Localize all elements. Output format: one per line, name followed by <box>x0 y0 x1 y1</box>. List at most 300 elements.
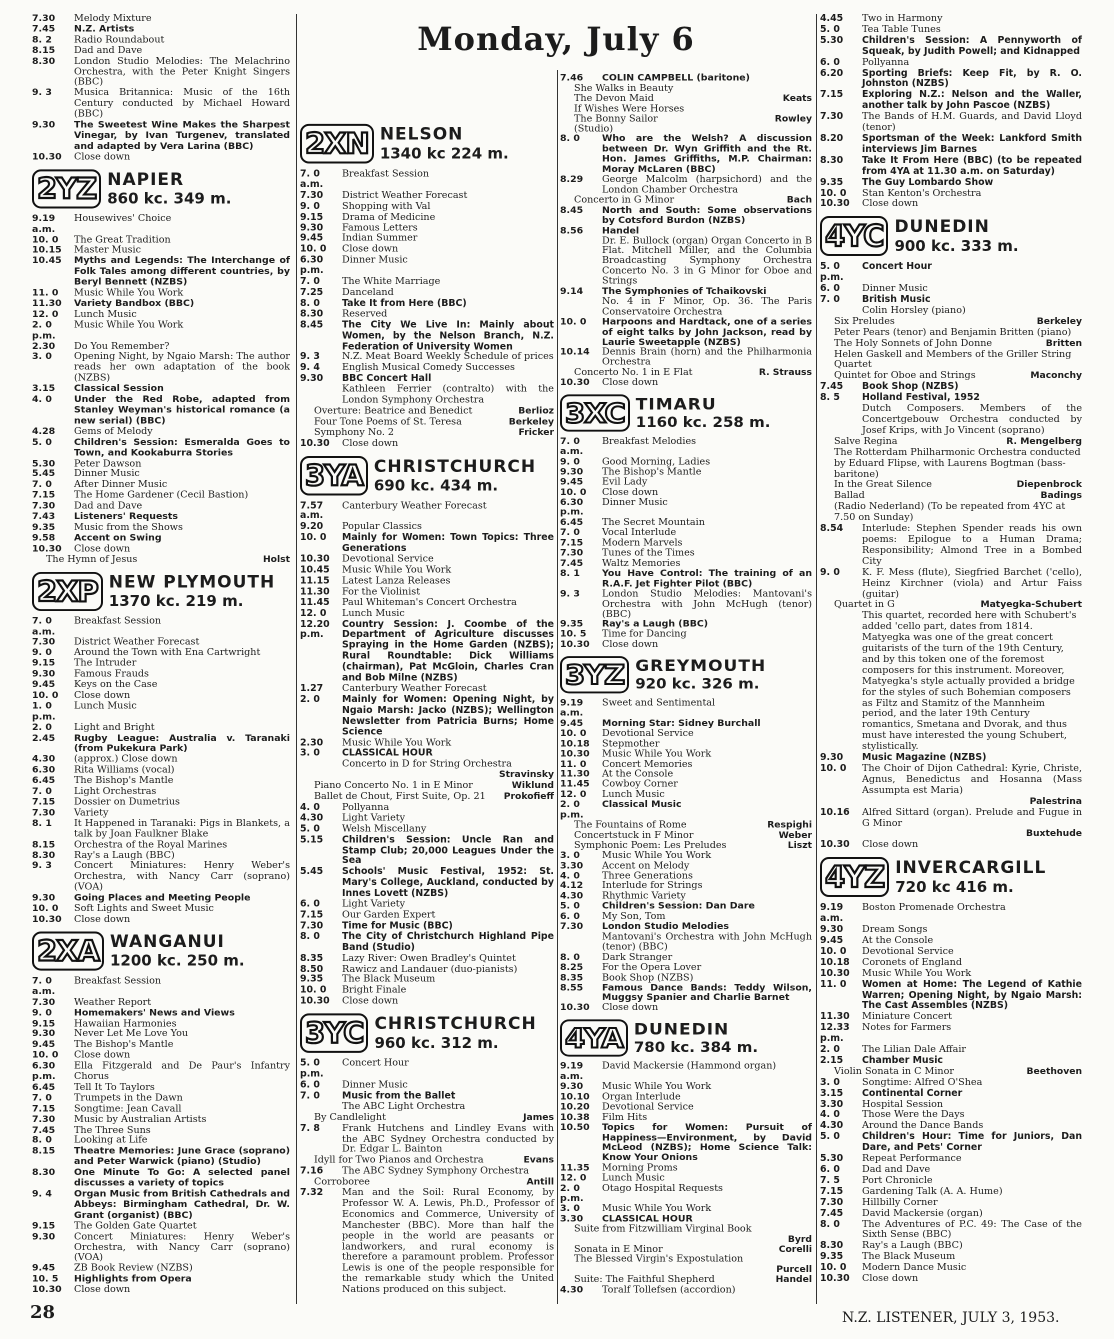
station-meta <box>110 932 245 969</box>
entry-time: 10. 0 <box>300 532 327 544</box>
programme-entry <box>820 840 1082 851</box>
programme-entry <box>300 803 554 814</box>
programme-note: This quartet, recorded here with Schubert's added 'cello part, dates from 1814. Matyegka was one of the great concert guitarists of the turn of the 19th Century, and by this token one of the foremost composers for this instrument. Moreover, Matyegka's style actually provided a bridge for the styles of such Bohemian composers as Filtz and Stamitz of the Mannheim period, and the later 19th Century romantics, Smetana and Dvorak, and thus must have interested the young Schubert, stylistically. <box>862 610 1077 753</box>
entry-title: The ABC Sydney Symphony Orchestra <box>342 1165 529 1177</box>
entry-time: 6. 0 <box>300 898 320 910</box>
work-line <box>560 369 812 379</box>
entry-title: Modern Marvels <box>602 537 683 549</box>
entry-title: Evil Lady <box>602 477 648 488</box>
entry-title: Tea Table Tunes <box>862 23 941 35</box>
entry-time: 8.30 <box>820 154 844 166</box>
column-2 <box>300 118 554 1296</box>
entry-title: Rhythmic Variety <box>602 891 686 902</box>
work-title: The Bonny Sailor <box>574 113 658 124</box>
entry-title: Mainly for Women: Town Topics: Three Generations <box>342 532 554 555</box>
composer-name: R. Mengelberg <box>1006 435 1082 447</box>
entry-time: 10. 5 <box>32 1273 59 1285</box>
programme-entry <box>820 134 1082 156</box>
entry-title: N.Z. Meat Board Weekly Schedule of prices <box>342 351 554 363</box>
entry-time: 8.35 <box>560 972 584 983</box>
entry-time: 9.45 <box>560 718 584 729</box>
entry-time: 8. 0 <box>820 1218 840 1230</box>
entry-title: Miniature Concert <box>862 1011 952 1023</box>
programme-entry <box>560 569 812 589</box>
entry-time: 9.30 <box>300 222 324 234</box>
station-city: NAPIER <box>107 170 185 190</box>
entry-title: Theatre Memories: June Grace (soprano) and Peter Warwick (piano) (Studio) <box>74 1145 290 1168</box>
entry-time: 7.16 <box>300 1165 324 1177</box>
entry-time: 10. 0 <box>32 1049 59 1061</box>
work-title: Violin Sonata in C Minor <box>834 1065 954 1077</box>
entry-time: 7.45 <box>32 23 56 35</box>
work-title: Peter Pears (tenor) and Benjamin Britten (piano) <box>834 326 1072 338</box>
programme-entry <box>560 933 812 953</box>
entry-title: For the Opera Lover <box>602 962 702 973</box>
entry-title: Stan Kenton's Orchestra <box>862 187 982 199</box>
entry-time: 5.30 <box>32 458 56 469</box>
entry-time: 3.15 <box>820 1087 844 1099</box>
entry-title: Cowboy Corner <box>602 779 678 790</box>
entry-title: Famous Letters <box>342 222 418 234</box>
entry-title: David Mackersie (organ) <box>862 1207 983 1219</box>
programme-entry <box>300 533 554 555</box>
programme-entry <box>560 488 812 498</box>
entry-title: Tunes of the Times <box>602 548 695 559</box>
programme-entry <box>300 245 554 256</box>
programme-entry <box>560 1103 812 1113</box>
entry-title: Concert Hour <box>342 1057 409 1069</box>
entry-time: 2. 0 <box>820 1044 840 1056</box>
entry-title: Women at Home: The Legend of Kathie Warren; Opening Night, by Ngaio Marsh: The Cast Assembles (NZBS) <box>862 978 1082 1012</box>
entry-time: 9. 0 <box>560 456 580 467</box>
entry-title: Canterbury Weather Forecast <box>342 500 487 511</box>
entry-time: 4.30 <box>32 754 56 765</box>
programme-entry <box>300 620 554 685</box>
entry-time: 5. 0 <box>32 436 52 448</box>
entry-title: Peter Dawson <box>74 458 142 469</box>
entry-title: Popular Classics <box>342 521 422 533</box>
entry-title: Classical Session <box>74 383 164 395</box>
entry-time: 6.30 p.m. <box>560 497 584 518</box>
entry-time: 3. 0 <box>820 1076 840 1088</box>
programme-entry <box>820 1023 1082 1045</box>
work-title: Ballet de Chout, First Suite, Op. 21 <box>314 791 486 802</box>
station-logo: 2XP <box>32 572 103 611</box>
entry-time: 10.18 <box>560 738 590 750</box>
entry-title: Dinner Music <box>342 1079 408 1091</box>
entry-time: 9.58 <box>32 532 56 544</box>
work-title: Idyll for Two Pianos and Orchestra <box>314 1154 484 1166</box>
entry-time: 11.30 <box>32 298 62 310</box>
entry-time: 9.35 <box>820 1251 844 1263</box>
programme-entry <box>560 801 812 821</box>
programme-entry <box>560 780 812 790</box>
programme-entry <box>300 609 554 620</box>
station-frequency: 1370 kc. 219 m. <box>108 592 244 610</box>
programme-entry <box>32 1168 290 1189</box>
entry-time: 9. 0 <box>32 1007 52 1019</box>
entry-time: 4.30 <box>300 812 324 824</box>
entry-title: District Weather Forecast <box>74 636 200 648</box>
programme-entry <box>820 1165 1082 1176</box>
programme-entry <box>300 576 554 587</box>
programme-entry <box>32 998 290 1009</box>
entry-title: Gems of Melody <box>74 426 153 437</box>
programme-entry <box>820 969 1082 980</box>
entry-title: Vocal Interlude <box>602 527 677 539</box>
entry-time: 8.30 <box>32 55 56 67</box>
entry-title: Time for Music (BBC) <box>342 920 453 932</box>
programme-entry <box>300 234 554 245</box>
entry-title: Take It From Here (BBC) (to be repeated from 4YA at 11.30 a.m. on Saturday) <box>862 154 1082 177</box>
programme-entry <box>820 1198 1082 1209</box>
entry-title: Breakfast Session <box>74 975 162 987</box>
programme-entry <box>300 213 554 224</box>
entry-time: 9.30 <box>560 1081 584 1093</box>
programme-entry <box>32 1115 290 1126</box>
work-title: Helen Gaskell and Members of the Griller String Quartet <box>834 348 1072 371</box>
composer-name: Respighi <box>767 820 812 831</box>
composer-name: Antill <box>526 1176 554 1188</box>
composer-name: Maconchy <box>1030 370 1082 382</box>
entry-title: Music from the Ballet <box>342 1090 456 1102</box>
entry-title: Close down <box>602 487 659 498</box>
entry-title: Dinner Music <box>74 468 140 480</box>
entry-time: 4.12 <box>560 881 584 892</box>
entry-title: It Happened in Taranaki: Pigs in Blankets, a talk by Joan Faulkner Blake <box>74 817 290 840</box>
station-city: CHRISTCHURCH <box>374 1014 537 1035</box>
entry-time: 4.28 <box>32 426 56 437</box>
programme-entry <box>32 35 290 46</box>
work-line <box>32 555 290 566</box>
entry-title: Time for Dancing <box>602 629 687 640</box>
entry-time: 10.30 <box>560 639 590 650</box>
entry-title: CLASSICAL HOUR <box>342 747 433 759</box>
programme-entry <box>820 1187 1082 1198</box>
entry-title: Dad and Dave <box>862 1164 931 1175</box>
entry-time: 7.30 <box>32 996 56 1008</box>
entry-title: N.Z. Artists <box>74 23 135 35</box>
entry-title: Close down <box>862 839 919 851</box>
entry-title: Sportsman of the Week: Lankford Smith interviews Jim Barnes <box>862 132 1082 155</box>
work-title: Symphony No. 2 <box>314 427 395 438</box>
programme-entry <box>820 980 1082 1013</box>
programme-entry <box>32 1062 290 1083</box>
entry-time: 7.30 <box>820 1196 844 1208</box>
work-title: The Devon Maid <box>574 93 654 104</box>
entry-time: 11.45 <box>300 597 330 608</box>
entry-time: 8.15 <box>32 1145 56 1157</box>
station-frequency: 1200 kc. 250 m. <box>109 951 245 970</box>
work-line <box>560 1235 812 1245</box>
programme-entry <box>820 199 1082 210</box>
entry-time: 9. 3 <box>560 588 580 600</box>
station-meta <box>380 125 509 163</box>
work-title: Sonata in E Minor <box>574 1244 663 1255</box>
entry-time: 12.33 p.m. <box>820 1022 850 1045</box>
entry-time: 10. 0 <box>300 985 327 996</box>
entry-title: Close down <box>342 243 399 255</box>
entry-time: 9.19 a.m. <box>560 698 584 719</box>
entry-time: 6.30 p.m. <box>300 254 324 277</box>
entry-time: 7.15 <box>300 909 324 921</box>
entry-time: 7. 8 <box>300 1122 320 1134</box>
station-frequency: 720 kc 416 m. <box>895 878 1014 897</box>
station-logo: 2XN <box>300 124 374 164</box>
programme-entry <box>560 750 812 760</box>
programme-entry <box>560 226 812 236</box>
entry-time: 9.45 <box>560 477 584 488</box>
station-header <box>820 216 1082 256</box>
entry-title: Music Magazine (NZBS) <box>862 752 987 764</box>
entry-title: Devotional Service <box>862 945 954 957</box>
entry-time: 8.29 <box>560 174 584 185</box>
programme-entry <box>820 1263 1082 1274</box>
work-title: Salve Regina <box>834 435 898 447</box>
work-title: Concerto No. 1 in E Flat <box>574 367 693 378</box>
work-title: Suite from Fitzwilliam Virginal Book <box>574 1224 752 1235</box>
entry-time: 9.30 <box>820 924 844 936</box>
entry-time: 7.30 <box>32 13 56 24</box>
entry-title: CLASSICAL HOUR <box>602 1213 693 1225</box>
composer-name: Palestrina <box>1029 795 1082 807</box>
entry-time: 9.30 <box>32 119 56 131</box>
entry-time: 11.35 <box>560 1163 590 1174</box>
entry-time: 8.15 <box>32 839 56 851</box>
entry-time: 10.30 <box>32 151 62 163</box>
entry-title: Radio Roundabout <box>74 34 165 46</box>
entry-title: Kathleen Ferrier (contralto) with the London Symphony Orchestra <box>342 383 554 406</box>
programme-entry <box>32 734 290 755</box>
entry-title: Harpoons and Hardtack, one of a series of eight talks by John Jackson, read by Laurie Sweetapple (NZBS) <box>602 316 812 348</box>
entry-time: 9.15 <box>300 211 324 223</box>
entry-time: 9. 3 <box>300 351 320 363</box>
station-city: TIMARU <box>635 395 717 415</box>
programme-entry <box>32 819 290 840</box>
station-meta <box>109 573 275 610</box>
programme-entry <box>32 534 290 545</box>
entry-time: 7.30 <box>32 500 56 512</box>
entry-title: David Mackersie (Hammond organ) <box>602 1061 777 1072</box>
entry-title: Hawaiian Harmonies <box>74 1018 177 1029</box>
entry-title: The Guy Lombardo Show <box>862 176 994 188</box>
entry-time: 8.35 <box>300 952 324 964</box>
entry-time: 11.30 <box>820 1011 850 1023</box>
programme-entry <box>300 1059 554 1081</box>
entry-time: 3.30 <box>560 860 584 871</box>
entry-title: Melody Mixture <box>74 13 152 24</box>
entry-time: 8. 0 <box>560 952 580 963</box>
entry-title: Notes for Farmers <box>862 1022 952 1034</box>
column-4 <box>820 14 1082 1285</box>
programme-entry <box>560 770 812 780</box>
work-title: Quintet for Oboe and Strings <box>834 370 976 382</box>
entry-time: 10.30 <box>300 437 330 449</box>
entry-title: COLIN CAMPBELL (baritone) <box>602 73 750 84</box>
station-logo: 3XC <box>560 394 630 431</box>
entry-title: ZB Book Review (NZBS) <box>74 1263 193 1274</box>
station-meta <box>634 1021 758 1056</box>
work-title: Suite: The Faithful Shepherd <box>574 1274 715 1286</box>
entry-title: Country Session: J. Coombe of the Department of Agriculture discusses Spraying in the Home Garden (NZBS); Rural Roundtable: Dick Williams (chairman), Pat McGloin, Charles Cran and Bob Milne (NZBS) <box>342 618 554 684</box>
programme-entry <box>300 1124 554 1156</box>
programme-entry <box>820 1220 1082 1242</box>
entry-title: Dinner Music <box>602 497 668 508</box>
programme-entry <box>560 318 812 348</box>
entry-title: The Black Museum <box>862 1251 956 1263</box>
entry-time: 12. 0 <box>560 789 587 800</box>
station-meta <box>374 1015 536 1053</box>
entry-title: Concerto in D for String Orchestra <box>342 758 512 770</box>
programme-entry <box>820 404 1082 437</box>
entry-time: 8. 0 <box>560 134 580 145</box>
entry-time: 8. 1 <box>32 817 52 829</box>
entry-time: 9. 3 <box>32 87 52 99</box>
entry-title: The ABC Light Orchestra <box>342 1101 466 1112</box>
programme-entry <box>32 840 290 851</box>
entry-time: 5.45 <box>32 468 56 480</box>
entry-time: 10.15 <box>32 245 62 256</box>
entry-title: Dossier on Dumetrius <box>74 796 180 808</box>
programme-entry <box>820 69 1082 91</box>
entry-time: 2. 0 p.m. <box>560 1183 584 1204</box>
entry-time: 10.30 <box>32 913 62 925</box>
programme-entry <box>32 1285 290 1296</box>
entry-time: 8. 0 <box>300 931 320 943</box>
entry-time: 8.20 <box>820 132 844 144</box>
entry-time: 7. 0 <box>32 786 52 797</box>
composer-name: Liszt <box>787 840 812 851</box>
entry-title: The City of Christchurch Highland Pipe Band (Studio) <box>342 931 554 953</box>
entry-title: Paul Whiteman's Concert Orchestra <box>342 597 517 608</box>
entry-title: Ray's a Laugh (BBC) <box>862 1240 963 1252</box>
entry-title: Dutch Composers. Members of the Concertgebouw Orchestra conducted by Josef Krips, with Jo Vincent (soprano) <box>862 403 1082 436</box>
programme-entry <box>820 178 1082 189</box>
entry-title: Topics for Women: Pursuit of Happiness—Environment, by David McLeod (NZBS); Home Science Talk: Know Your Onions <box>602 1122 812 1164</box>
composer-name: Keats <box>782 93 812 104</box>
entry-time: 3. 0 <box>560 1203 580 1214</box>
entry-title: London Studio Melodies: Mantovani's Orchestra with John McHugh (tenor) (BBC) <box>602 588 812 620</box>
entry-title: Children's Session: Dan Dare <box>602 901 755 912</box>
entry-title: Close down <box>862 198 919 210</box>
work-title: By Candlelight <box>314 1111 386 1123</box>
entry-title: Lunch Music <box>74 308 137 320</box>
programme-entry <box>300 439 554 450</box>
work-title: The Rotterdam Philharmonic Orchestra conducted by Eduard Flipse, with Laurens Bogtman (bass-baritone) <box>834 446 1081 480</box>
entry-title: Close down <box>74 1284 131 1296</box>
composer-name: James <box>523 1111 554 1123</box>
entry-time: 10.30 <box>32 543 62 555</box>
entry-title: Dennis Brain (horn) and the Philharmonia Orchestra <box>602 347 812 368</box>
station-logo: 4YZ <box>820 857 889 897</box>
programme-entry <box>560 1083 812 1093</box>
entry-time: 8.55 <box>560 982 584 993</box>
publication-line: N.Z. LISTENER, JULY 3, 1953. <box>842 1310 1060 1326</box>
programme-entry <box>32 46 290 57</box>
entry-title: Concert Hour <box>862 261 932 273</box>
station-logo: 4YC <box>820 216 888 256</box>
programme-entry <box>32 1008 290 1019</box>
work-title: She Walks in Beauty <box>574 83 674 94</box>
entry-title: Myths and Legends: The Interchange of Folk Tales among different countries, by Beryl Bennett (NZBS) <box>74 255 290 288</box>
programme-entry <box>300 975 554 986</box>
entry-title: Famous Dance Bands: Teddy Wilson, Muggsy Spanier and Charlie Barnet <box>602 982 812 1003</box>
entry-title: BBC Concert Hall <box>342 373 432 385</box>
entry-time: 9. 0 <box>820 566 840 578</box>
programme-entry <box>560 529 812 539</box>
programme-entry <box>32 702 290 723</box>
programme-entry <box>560 437 812 457</box>
entry-title: Indian Summer <box>342 233 418 244</box>
entry-title: Children's Hour: Time for Juniors, Dan Dare, and Pets' Corner <box>862 1131 1082 1154</box>
entry-title: Rawicz and Landauer (duo-pianists) <box>342 963 518 975</box>
entry-title: Sporting Briefs: Keep Fit, by R. O. Johnston (NZBS) <box>862 67 1082 90</box>
entry-time: 10.30 <box>820 967 850 979</box>
entry-title: Rita Williams (vocal) <box>74 764 175 776</box>
programme-entry <box>560 237 812 288</box>
entry-time: 9.30 <box>560 466 584 478</box>
station-meta <box>107 170 231 207</box>
entry-title: The Home Gardener (Cecil Bastion) <box>74 490 249 501</box>
entry-time: 10. 0 <box>820 187 847 199</box>
programme-entry <box>32 395 290 427</box>
programme-entry <box>32 459 290 470</box>
entry-time: 6.20 <box>820 67 844 79</box>
entry-time: 4. 0 <box>820 1109 840 1121</box>
entry-title: Welsh Miscellany <box>342 823 427 835</box>
entry-title: Accent on Melody <box>602 860 690 871</box>
programme-entry <box>32 14 290 25</box>
composer-name: Handel <box>775 1274 812 1286</box>
entry-title: Lunch Music <box>602 1173 665 1184</box>
work-title: Concertstuck in F Minor <box>574 830 694 841</box>
composer-name: Byrd <box>787 1234 812 1245</box>
entry-title: Who are the Welsh? A discussion between Dr. Wyn Griffith and the Rt. Hon. James Griffiths, M.P. Chairman: Moray McLaren (BBC) <box>602 134 812 175</box>
entry-title: At the Console <box>602 769 674 780</box>
entry-time: 9.30 <box>32 892 56 904</box>
entry-title: Close down <box>602 1002 659 1014</box>
entry-time: 9.30 <box>32 1231 56 1242</box>
programme-entry <box>560 348 812 368</box>
entry-time: 6. 0 <box>820 1164 840 1175</box>
programme-entry <box>32 723 290 734</box>
station-meta <box>636 395 771 430</box>
entry-title: The Choir of Dijon Cathedral: Kyrie, Christe, Agnus, Benedictus and Hosanna (Mass Assumpta est Maria) <box>862 763 1082 796</box>
entry-title: Alfred Sittard (organ). Prelude and Fugue in G Minor <box>862 806 1082 829</box>
programme-entry <box>560 882 812 892</box>
composer-name: Corelli <box>778 1244 812 1255</box>
work-title: If Wishes Were Horses <box>574 103 685 114</box>
programme-entry <box>820 189 1082 200</box>
entry-title: Morning Star: Sidney Burchall <box>602 718 761 729</box>
station-header <box>300 1014 554 1054</box>
entry-time: 7.32 <box>300 1187 324 1199</box>
entry-title: Close down <box>342 437 399 449</box>
programme-entry <box>820 112 1082 134</box>
entry-time: 10. 0 <box>32 690 59 701</box>
entry-title: Dinner Music <box>862 283 928 295</box>
programme-entry <box>32 776 290 787</box>
entry-time: 10. 0 <box>820 945 847 957</box>
entry-time: 7.45 <box>560 558 584 569</box>
composer-name: Stravinsky <box>499 769 554 781</box>
entry-title: Looking at Life <box>74 1135 148 1146</box>
entry-time: 8. 0 <box>300 297 320 309</box>
entry-time: 5. 0 p.m. <box>300 1057 324 1080</box>
station-header <box>820 857 1082 897</box>
entry-time: 7.45 <box>820 1207 844 1219</box>
entry-time: 7. 0 <box>32 1092 52 1104</box>
